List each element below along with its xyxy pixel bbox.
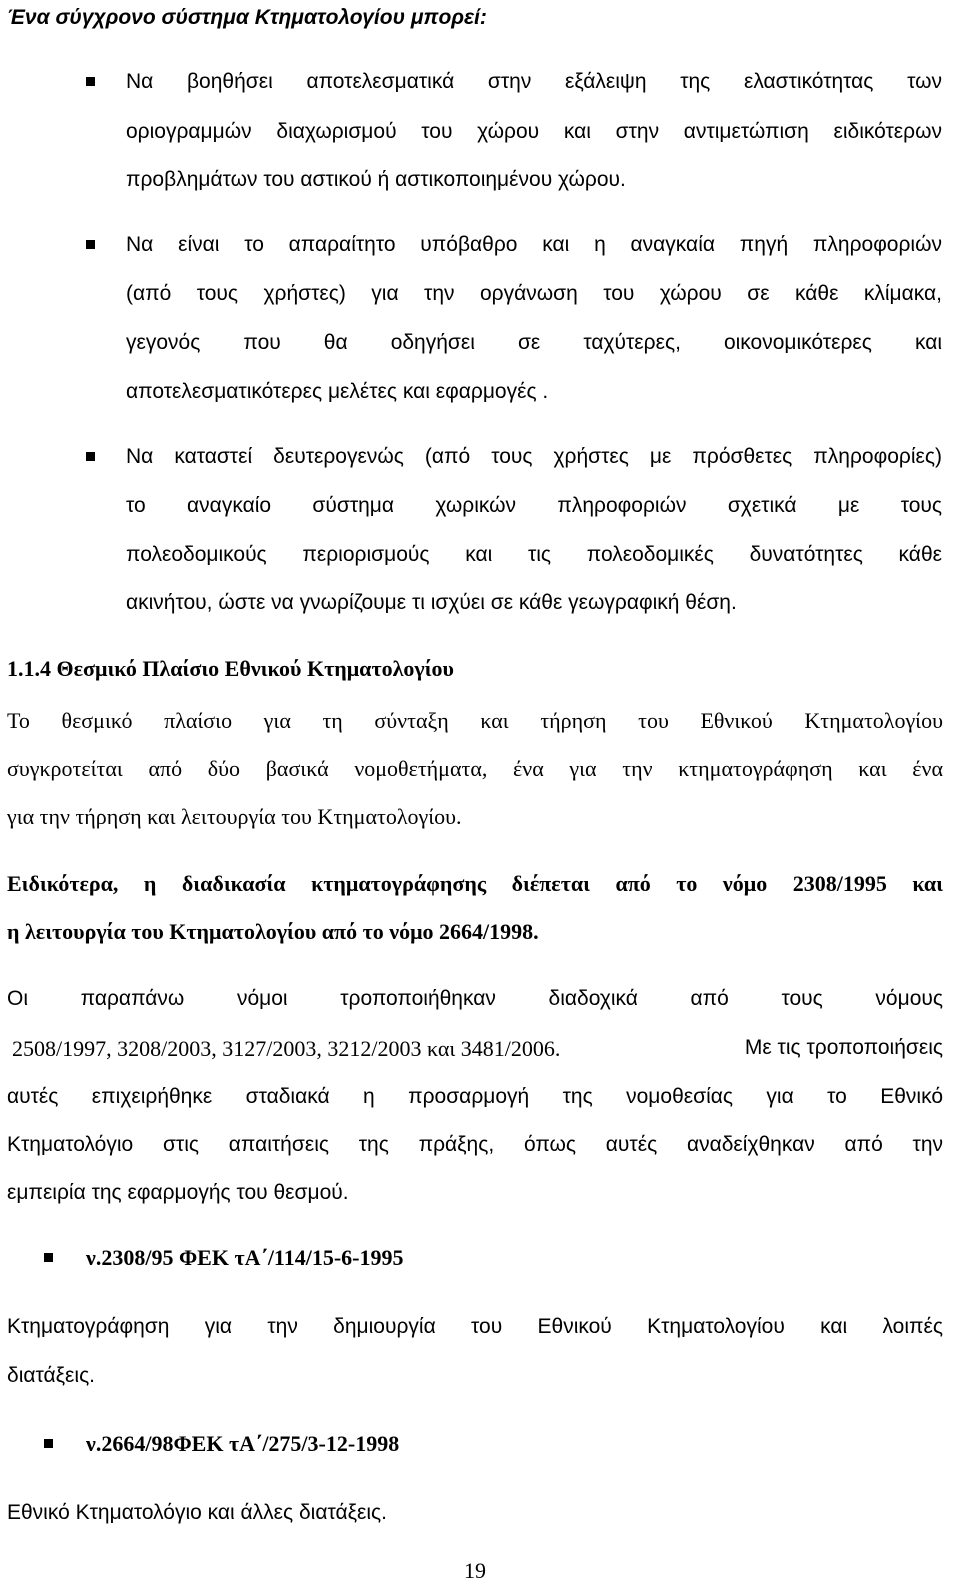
bullet-square-icon <box>44 1253 53 1262</box>
bullet-2-line-2: (από τους χρήστες) για την οργάνωση του χώρου σε κάθε κλίμακα, <box>126 282 942 305</box>
bullet-1-line-3: προβλημάτων του αστικού ή αστικοποιημένου χώρου. <box>126 168 626 191</box>
paragraph-3-line-3: αυτές επιχειρήθηκε σταδιακά η προσαρμογή της νομοθεσίας για το Εθνικό <box>7 1085 943 1108</box>
bullet-2-line-1: Να είναι το απαραίτητο υπόβαθρο και η αναγκαία πηγή πληροφοριών <box>126 233 942 256</box>
paragraph-2-line-2: η λειτουργία του Κτηματολογίου από το νόμο 2664/1998. <box>7 919 539 944</box>
paragraph-3-line-5: εμπειρία της εφαρμογής του θεσμού. <box>7 1181 349 1204</box>
paragraph-3-line-1: Οι παραπάνω νόμοι τροποποιήθηκαν διαδοχικά από τους νόμους <box>7 987 943 1010</box>
bullet-2-line-3: γεγονός που θα οδηγήσει σε ταχύτερες, οικονομικότερες και <box>126 331 942 354</box>
bullet-3-line-3: πολεοδομικούς περιορισμούς και τις πολεοδομικές δυνατότητες κάθε <box>126 543 942 566</box>
paragraph-1-line-1: Το θεσμικό πλαίσιο για τη σύνταξη και τήρηση του Εθνικού Κτηματολογίου <box>7 708 943 733</box>
paragraph-3-line-4: Κτηματολόγιο στις απαιτήσεις της πράξης, όπως αυτές αναδείχθηκαν από την <box>7 1133 943 1156</box>
bullet-2-line-4: αποτελεσματικότερες μελέτες και εφαρμογές . <box>126 380 549 403</box>
law-2-description: Εθνικό Κτηματολόγιο και άλλες διατάξεις. <box>7 1501 388 1524</box>
bullet-3-line-2: το αναγκαίο σύστημα χωρικών πληροφοριών σχετικά με τους <box>126 494 942 517</box>
paragraph-1-line-2: συγκροτείται από δύο βασικά νομοθετήματα, ένα για την κτηματογράφηση και ένα <box>7 756 943 781</box>
paragraph-3-line-2 <box>12 1036 943 1062</box>
page-number: 19 <box>464 1558 486 1583</box>
bullet-square-icon <box>86 77 95 86</box>
law-1-description-line-1: Κτηματογράφηση για την δημιουργία του Εθνικού Κτηματολογίου και λοιπές <box>7 1315 943 1338</box>
law-2-title: ν.2664/98ΦΕΚ τΑ΄/275/3-12-1998 <box>86 1431 400 1456</box>
paragraph-2-line-1: Ειδικότερα, η διαδικασία κτηματογράφησης διέπεται από το νόμο 2308/1995 και <box>7 871 943 896</box>
intro-heading: Ένα σύγχρονο σύστημα Κτηματολογίου μπορεί: <box>7 6 487 29</box>
law-numbers-text: 2508/1997, 3208/2003, 3127/2003, 3212/2003 και 3481/2006. <box>12 1036 561 1061</box>
bullet-square-icon <box>86 452 95 461</box>
law-1-description-line-2: διατάξεις. <box>7 1364 96 1387</box>
section-title: 1.1.4 Θεσμικό Πλαίσιο Εθνικού Κτηματολογίου <box>7 656 454 681</box>
bullet-1-line-2: οριογραμμών διαχωρισμού του χώρου και στην αντιμετώπιση ειδικότερων <box>126 120 942 143</box>
bullet-1-line-1: Να βοηθήσει αποτελεσματικά στην εξάλειψη της ελαστικότητας των <box>126 70 942 93</box>
law-1-title: ν.2308/95 ΦΕΚ τΑ΄/114/15-6-1995 <box>86 1245 404 1270</box>
bullet-square-icon <box>86 240 95 249</box>
bullet-square-icon <box>44 1439 53 1448</box>
paragraph-1-line-3: για την τήρηση και λειτουργία του Κτηματολογίου. <box>7 804 462 829</box>
bullet-3-line-1: Να καταστεί δευτερογενώς (από τους χρήστες με πρόσθετες πληροφορίες) <box>126 445 942 468</box>
bullet-3-line-4: ακινήτου, ώστε να γνωρίζουμε τι ισχύει σε κάθε γεωγραφική θέση. <box>126 591 737 614</box>
amendments-text: Με τις τροποποιήσεις <box>744 1036 943 1059</box>
